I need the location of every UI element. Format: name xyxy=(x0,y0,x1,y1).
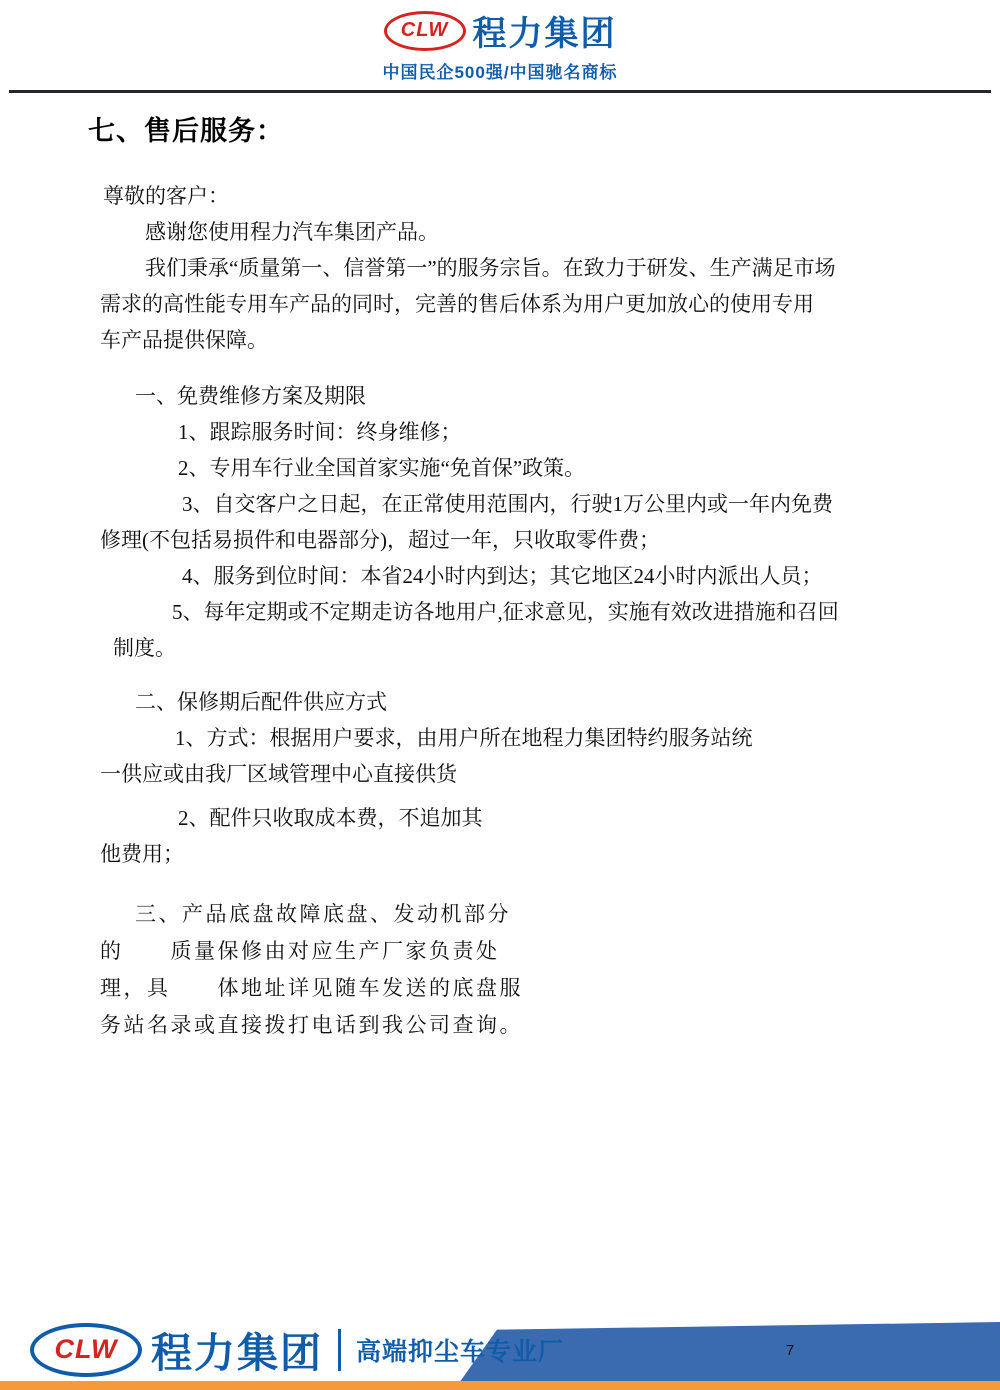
body-line: 制度。 xyxy=(113,636,176,660)
body-line-section-3: 三、产品底盘故障底盘、发动机部分 xyxy=(135,902,511,926)
body-line: 2、专用车行业全国首家实施“免首保”政策。 xyxy=(178,456,586,480)
body-line: 车产品提供保障。 xyxy=(100,328,268,352)
body-line: 务站名录或直接拨打电话到我公司查询。 xyxy=(100,1013,523,1037)
footer-orange-bar xyxy=(0,1381,1000,1390)
header-divider xyxy=(9,90,991,93)
body-line: 我们秉承“质量第一、信誉第一”的服务宗旨。在致力于研发、生产满足市场 xyxy=(145,256,836,280)
company-name: 程力集团 xyxy=(151,1330,323,1376)
body-line: 1、跟踪服务时间：终身维修； xyxy=(178,420,462,444)
section-title: 七、售后服务： xyxy=(88,116,284,146)
body-line: 一供应或由我厂区域管理中心直接供货 xyxy=(100,762,457,786)
clw-oval-logo-icon: CLW xyxy=(30,1323,142,1377)
body-line: 5、每年定期或不定期走访各地用户,征求意见，实施有效改进措施和召回 xyxy=(172,600,839,624)
page-header xyxy=(0,0,1000,93)
body-line: 的 质量保修由对应生产厂家负责处 xyxy=(100,939,500,963)
footer-slogan: 高端抑尘车专业厂 xyxy=(356,1337,565,1366)
body-line-section-1: 一、免费维修方案及期限 xyxy=(135,384,366,408)
body-line: 4、服务到位时间：本省24小时内到达；其它地区24小时内派出人员； xyxy=(182,564,823,588)
body-line: 他费用； xyxy=(100,842,184,866)
body-line: 尊敬的客户： xyxy=(103,184,229,208)
footer-logo-divider xyxy=(338,1329,341,1371)
body-line-section-2: 二、保修期后配件供应方式 xyxy=(135,690,387,714)
body-line: 2、配件只收取成本费，不追加其 xyxy=(178,806,483,830)
clw-oval-logo-icon: CLW xyxy=(384,11,466,51)
body-line: 1、方式：根据用户要求，由用户所在地程力集团特约服务站统 xyxy=(175,726,753,750)
document-body xyxy=(100,178,940,1044)
header-logo xyxy=(384,6,617,55)
company-name: 程力集团 xyxy=(472,15,617,53)
page-number: 7 xyxy=(785,1342,795,1359)
body-line: 感谢您使用程力汽车集团产品。 xyxy=(145,220,439,244)
body-line: 3、自交客户之日起，在正常使用范围内，行驶1万公里内或一年内免费 xyxy=(182,492,833,516)
body-line: 修理(不包括易损件和电器部分)，超过一年，只收取零件费； xyxy=(100,528,660,552)
body-line: 需求的高性能专用车产品的同时，完善的售后体系为用户更加放心的使用专用 xyxy=(100,292,814,316)
header-tagline: 中国民企500强/中国驰名商标 xyxy=(382,63,618,82)
body-line: 理，具 体地址详见随车发送的底盘服 xyxy=(100,976,523,1000)
footer-logo xyxy=(30,1320,564,1379)
